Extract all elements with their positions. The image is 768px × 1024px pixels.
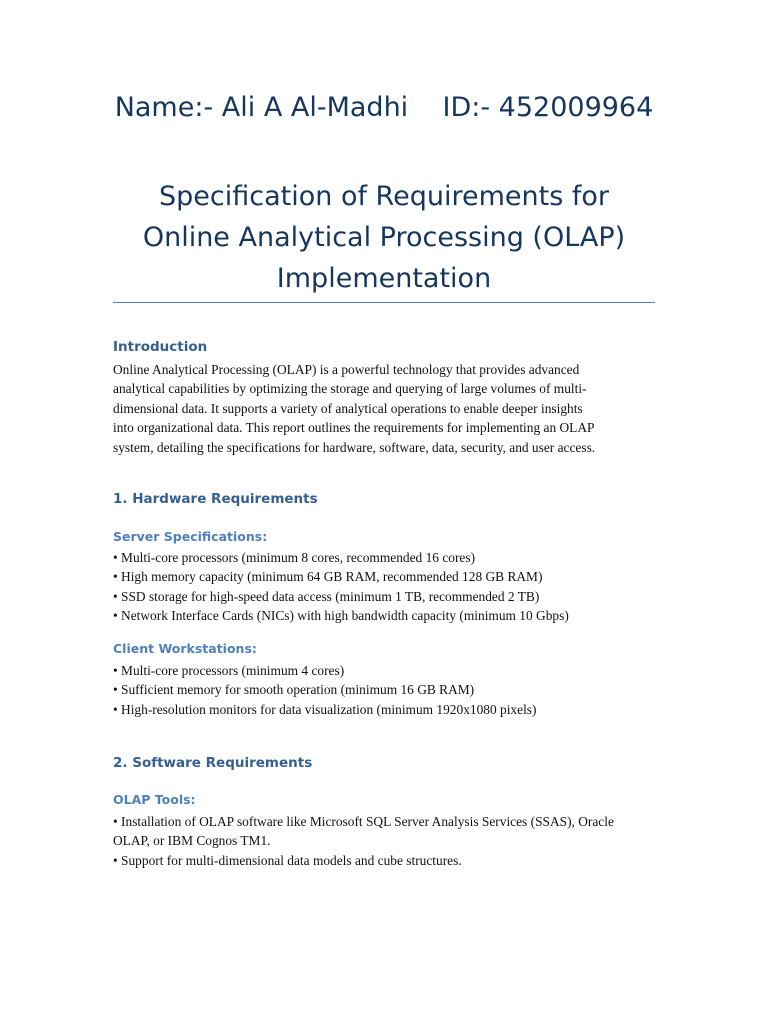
document-title xyxy=(112,176,656,299)
list-item: • SSD storage for high-speed data access (minimum 1 TB, recommended 2 TB) xyxy=(113,588,540,604)
title-line: Online Analytical Processing (OLAP) xyxy=(142,222,626,253)
title-divider xyxy=(113,302,655,303)
text-line: Online Analytical Processing (OLAP) is a powerful technology that provides advanced xyxy=(113,362,580,377)
list-item: • Multi-core processors (minimum 4 cores) xyxy=(113,663,345,678)
list-item: • Multi-core processors (minimum 8 cores, recommended 16 cores) xyxy=(113,550,476,565)
software-heading: 2. Software Requirements xyxy=(113,755,313,771)
text-line: system, detailing the specifications for hardware, software, data, security, and user access. xyxy=(113,439,596,455)
introduction-heading: Introduction xyxy=(113,339,208,355)
list-item: OLAP, or IBM Cognos TM1. xyxy=(113,833,271,849)
client-workstations-heading: Client Workstations: xyxy=(113,641,257,656)
list-item: • High-resolution monitors for data visualization (minimum 1920x1080 pixels) xyxy=(113,701,537,717)
olap-tools-heading: OLAP Tools: xyxy=(113,792,196,807)
list-item: • Network Interface Cards (NICs) with high bandwidth capacity (minimum 10 Gbps) xyxy=(113,608,569,624)
server-specifications-heading: Server Specifications: xyxy=(113,529,268,544)
text-line: into organizational data. This report outlines the requirements for implementing an OLAP xyxy=(113,420,595,436)
author-name-id: Name:- Ali A Al-Madhi ID:- 452009964 xyxy=(114,92,654,123)
title-line: Implementation xyxy=(276,263,492,294)
list-item: • Installation of OLAP software like Microsoft SQL Server Analysis Services (SSAS), Oracle xyxy=(113,814,614,829)
server-specifications-list xyxy=(113,548,658,626)
list-item: • High memory capacity (minimum 64 GB RAM, recommended 128 GB RAM) xyxy=(113,569,543,585)
hardware-heading: 1. Hardware Requirements xyxy=(113,491,318,507)
list-item: • Sufficient memory for smooth operation (minimum 16 GB RAM) xyxy=(113,682,475,698)
olap-tools-list xyxy=(113,812,658,870)
list-item: • Support for multi-dimensional data models and cube structures. xyxy=(113,852,462,868)
title-line: Specification of Requirements for xyxy=(159,181,609,212)
client-workstations-list xyxy=(113,661,658,719)
text-line: analytical capabilities by optimizing the storage and querying of large volumes of multi- xyxy=(113,381,587,397)
text-line: dimensional data. It supports a variety of analytical operations to enable deeper insights xyxy=(113,400,583,416)
introduction-paragraph xyxy=(113,360,658,457)
